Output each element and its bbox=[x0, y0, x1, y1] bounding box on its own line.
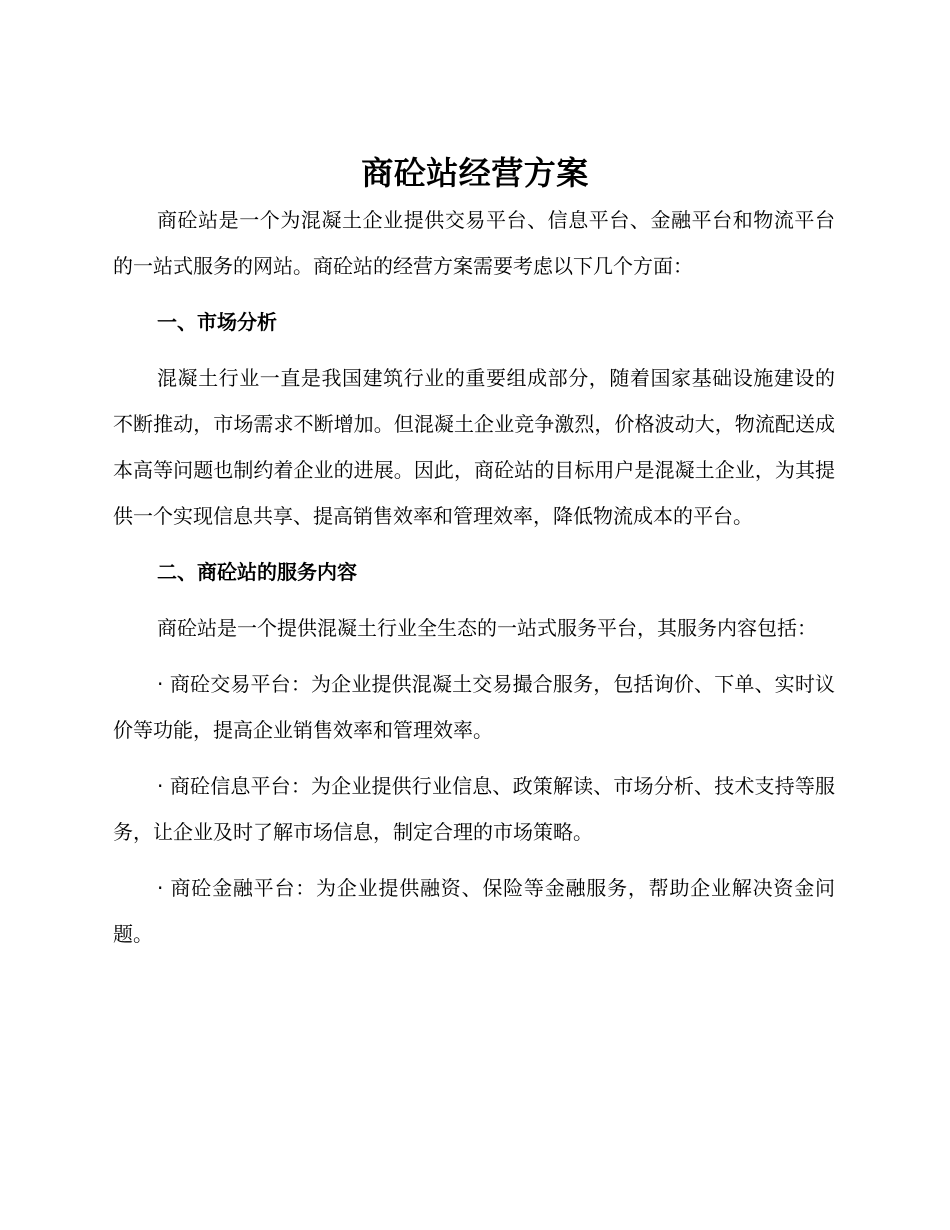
service-item-trading: · 商砼交易平台：为企业提供混凝土交易撮合服务，包括询价、下单、实时议价等功能，提高企业销售效率和管理效率。 bbox=[113, 672, 835, 742]
document-title: 商砼站经营方案 bbox=[361, 154, 589, 192]
market-analysis-paragraph: 混凝土行业一直是我国建筑行业的重要组成部分，随着国家基础设施建设的不断推动，市场需求不断增加。但混凝土企业竞争激烈，价格波动大，物流配送成本高等问题也制约着企业的进展。因此，商砼站的目标用户是混凝土企业，为其提供一个实现信息共享、提高销售效率和管理效率，降低物流成本的平台。 bbox=[113, 366, 835, 528]
intro-paragraph: 商砼站是一个为混凝土企业提供交易平台、信息平台、金融平台和物流平台的一站式服务的网站。商砼站的经营方案需要考虑以下几个方面： bbox=[113, 208, 835, 278]
document-body bbox=[113, 197, 835, 957]
section-heading-market-analysis: 一、市场分析 bbox=[157, 310, 277, 334]
services-intro-paragraph: 商砼站是一个提供混凝土行业全生态的一站式服务平台，其服务内容包括： bbox=[157, 616, 817, 640]
service-item-information: · 商砼信息平台：为企业提供行业信息、政策解读、市场分析、技术支持等服务，让企业及时了解市场信息，制定合理的市场策略。 bbox=[113, 774, 835, 844]
service-item-finance: · 商砼金融平台：为企业提供融资、保险等金融服务，帮助企业解决资金问题。 bbox=[113, 876, 835, 946]
section-heading-services: 二、商砼站的服务内容 bbox=[157, 560, 357, 584]
